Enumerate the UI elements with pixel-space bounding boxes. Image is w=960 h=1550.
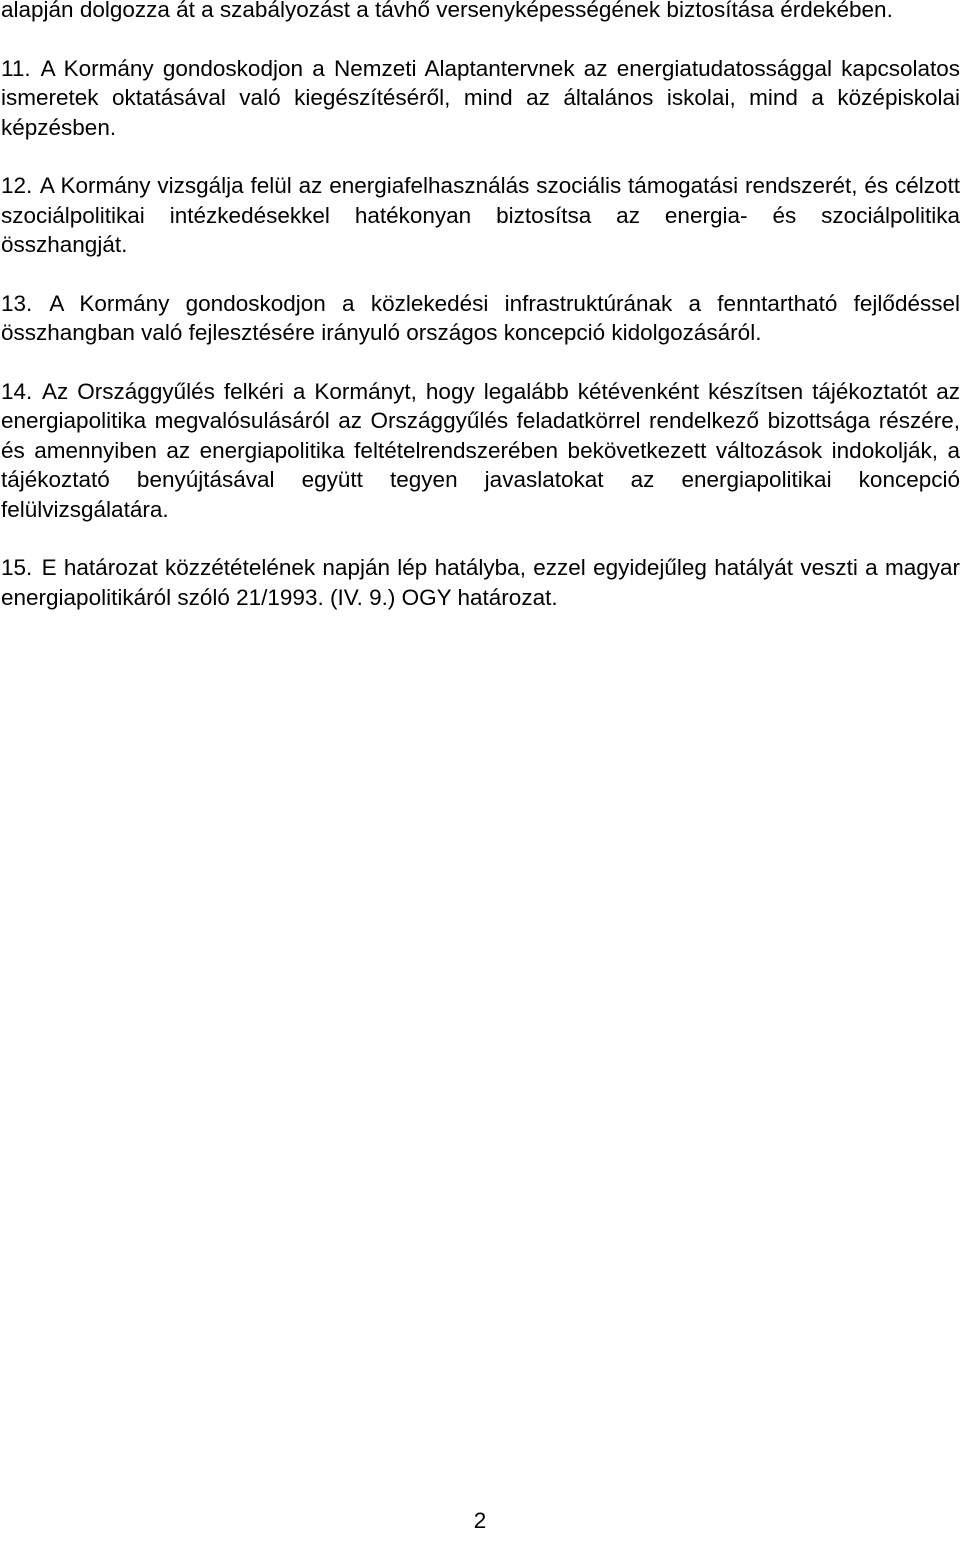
paragraph-text: E határozat közzétételének napján lép hatályba, ezzel egyidejűleg hatályát veszti a magyar energiapolitikáról szóló 21/1993. (IV. 9.) OGY határozat.: [1, 555, 960, 610]
paragraph-continued: [1, 0, 960, 25]
paragraph-11: [1, 54, 960, 143]
paragraph-text: alapján dolgozza át a szabályozást a távhő versenyképességének biztosítása érdekében.: [1, 0, 893, 22]
paragraph-number: 15.: [1, 555, 33, 580]
paragraph-12: [1, 171, 960, 260]
document-body: [1, 0, 960, 641]
paragraph-number: 13.: [1, 290, 33, 316]
paragraph-text: A Kormány gondoskodjon a Nemzeti Alaptantervnek az energiatudatossággal kapcsolatos ismeretek oktatásával való kiegészítéséről, mind az általános iskolai, mind a középiskolai képzésben.: [1, 55, 960, 140]
paragraph-text: A Kormány gondoskodjon a közlekedési infrastruktúrának a fenntartható fejlődéssel összhangban való fejlesztésére irányuló országos koncepció kidolgozásáról.: [1, 290, 960, 345]
paragraph-number: 11.: [1, 55, 31, 81]
paragraph-15: [1, 553, 960, 612]
paragraph-number: 12.: [1, 173, 33, 198]
paragraph-13: [1, 289, 960, 348]
paragraph-text: Az Országgyűlés felkéri a Kormányt, hogy legalább kétévenként készítsen tájékoztatót az energiapolitika megvalósulásáról az Országgyűlés feladatkörrel rendelkező bizottsága részére, és amennyiben az energiapolitika feltételrendszerében bekövetkezett változások indokolják, a tájékoztató benyújtásával együtt tegyen javaslatokat az energiapolitikai koncepció felülvizsgálatára.: [1, 378, 960, 522]
paragraph-text: A Kormány vizsgálja felül az energiafelhasználás szociális támogatási rendszerét, és célzott szociálpolitikai intézkedésekkel hatékonyan biztosítsa az energia- és szociálpolitika összhangját.: [1, 173, 960, 257]
page-number: 2: [473, 1508, 487, 1533]
paragraph-number: 14.: [1, 378, 33, 404]
paragraph-14: [1, 377, 960, 525]
